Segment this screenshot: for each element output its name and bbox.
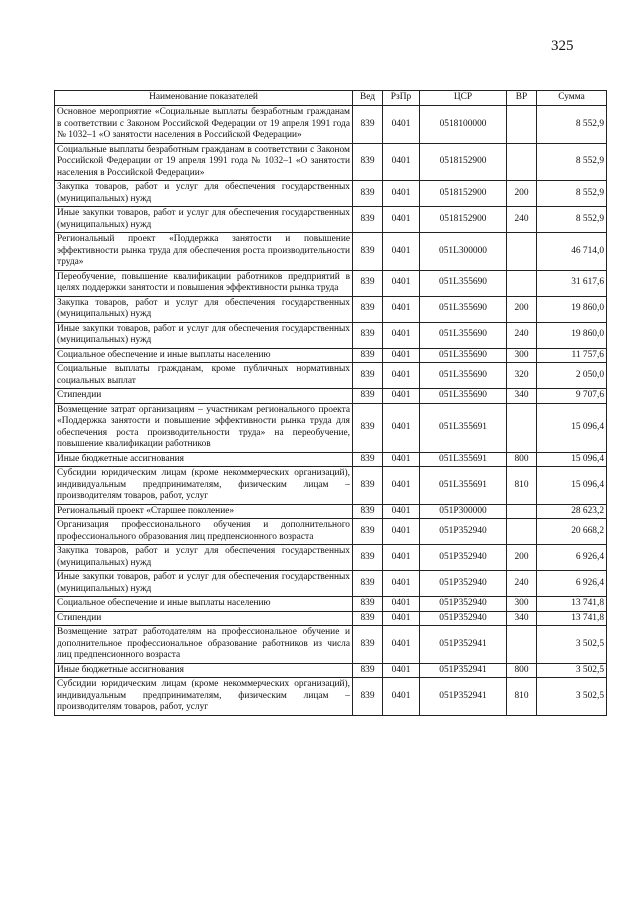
table-row xyxy=(55,270,607,296)
row-name-cell: Иные закупки товаров, работ и услуг для обеспечения государственных (муниципальных) нужд xyxy=(55,322,353,348)
row-csr-cell: 0518152900 xyxy=(420,181,507,207)
row-vr-cell: 240 xyxy=(507,207,537,233)
row-sum-cell: 31 617,6 xyxy=(537,270,607,296)
row-vr-cell xyxy=(507,626,537,664)
row-name-cell: Социальные выплаты гражданам, кроме публичных нормативных социальных выплат xyxy=(55,363,353,389)
row-name-cell: Стипендии xyxy=(55,611,353,626)
row-name-cell: Социальное обеспечение и иные выплаты населению xyxy=(55,348,353,363)
row-name-cell: Закупка товаров, работ и услуг для обеспечения государственных (муниципальных) нужд xyxy=(55,296,353,322)
header-name: Наименование показателей xyxy=(55,91,353,106)
row-sum-cell: 28 623,2 xyxy=(537,504,607,519)
row-rzpr-cell: 0401 xyxy=(383,106,420,144)
row-ved-cell: 839 xyxy=(353,545,383,571)
row-rzpr-cell: 0401 xyxy=(383,270,420,296)
row-sum-cell: 13 741,8 xyxy=(537,597,607,612)
row-name-cell: Иные бюджетные ассигнования xyxy=(55,452,353,467)
table-row xyxy=(55,571,607,597)
row-csr-cell: 051P352941 xyxy=(420,626,507,664)
row-rzpr-cell: 0401 xyxy=(383,233,420,271)
row-csr-cell: 0518152900 xyxy=(420,207,507,233)
row-ved-cell: 839 xyxy=(353,452,383,467)
row-sum-cell: 3 502,5 xyxy=(537,663,607,678)
row-name-cell: Субсидии юридическим лицам (кроме некоммерческих организаций), индивидуальным предпринимателям, физическим лицам – производителям товаров, работ, услуг xyxy=(55,678,353,716)
row-sum-cell: 9 707,6 xyxy=(537,389,607,404)
row-ved-cell: 839 xyxy=(353,663,383,678)
table-row xyxy=(55,296,607,322)
header-rzpr: РзПр xyxy=(383,91,420,106)
row-sum-cell: 19 860,0 xyxy=(537,296,607,322)
row-name-cell: Стипендии xyxy=(55,389,353,404)
row-rzpr-cell: 0401 xyxy=(383,207,420,233)
row-name-cell: Иные закупки товаров, работ и услуг для обеспечения государственных (муниципальных) нужд xyxy=(55,571,353,597)
row-name-cell: Переобучение, повышение квалификации работников предприятий в целях поддержки занятости и повышения эффективности рынка труда xyxy=(55,270,353,296)
header-ved: Вед xyxy=(353,91,383,106)
row-rzpr-cell: 0401 xyxy=(383,403,420,452)
row-sum-cell: 6 926,4 xyxy=(537,571,607,597)
row-ved-cell: 839 xyxy=(353,571,383,597)
row-sum-cell: 15 096,4 xyxy=(537,403,607,452)
row-sum-cell: 3 502,5 xyxy=(537,678,607,716)
row-csr-cell: 051L355691 xyxy=(420,403,507,452)
row-rzpr-cell: 0401 xyxy=(383,296,420,322)
row-rzpr-cell: 0401 xyxy=(383,504,420,519)
row-vr-cell: 200 xyxy=(507,545,537,571)
row-rzpr-cell: 0401 xyxy=(383,678,420,716)
table-row xyxy=(55,626,607,664)
row-name-cell: Субсидии юридическим лицам (кроме некоммерческих организаций), индивидуальным предпринимателям, физическим лицам – производителям товаров, работ, услуг xyxy=(55,467,353,505)
header-vr: ВР xyxy=(507,91,537,106)
row-sum-cell: 15 096,4 xyxy=(537,467,607,505)
row-vr-cell xyxy=(507,519,537,545)
row-vr-cell: 200 xyxy=(507,181,537,207)
row-ved-cell: 839 xyxy=(353,296,383,322)
row-vr-cell: 200 xyxy=(507,296,537,322)
row-ved-cell: 839 xyxy=(353,519,383,545)
row-ved-cell: 839 xyxy=(353,348,383,363)
table-row xyxy=(55,663,607,678)
row-ved-cell: 839 xyxy=(353,504,383,519)
row-sum-cell: 6 926,4 xyxy=(537,545,607,571)
row-rzpr-cell: 0401 xyxy=(383,597,420,612)
table-row xyxy=(55,519,607,545)
table-row xyxy=(55,181,607,207)
row-csr-cell: 051L355690 xyxy=(420,270,507,296)
row-csr-cell: 051L355690 xyxy=(420,389,507,404)
row-sum-cell: 8 552,9 xyxy=(537,106,607,144)
row-name-cell: Закупка товаров, работ и услуг для обеспечения государственных (муниципальных) нужд xyxy=(55,545,353,571)
row-sum-cell: 2 050,0 xyxy=(537,363,607,389)
row-rzpr-cell: 0401 xyxy=(383,519,420,545)
row-csr-cell: 051L355690 xyxy=(420,363,507,389)
row-name-cell: Иные закупки товаров, работ и услуг для обеспечения государственных (муниципальных) нужд xyxy=(55,207,353,233)
row-csr-cell: 051P300000 xyxy=(420,504,507,519)
row-vr-cell: 300 xyxy=(507,597,537,612)
row-csr-cell: 0518100000 xyxy=(420,106,507,144)
header-csr: ЦСР xyxy=(420,91,507,106)
table-row xyxy=(55,452,607,467)
table-row xyxy=(55,504,607,519)
table-row xyxy=(55,363,607,389)
row-sum-cell: 8 552,9 xyxy=(537,143,607,181)
row-csr-cell: 051P352940 xyxy=(420,519,507,545)
row-ved-cell: 839 xyxy=(353,207,383,233)
table-row xyxy=(55,207,607,233)
header-sum: Сумма xyxy=(537,91,607,106)
row-rzpr-cell: 0401 xyxy=(383,363,420,389)
row-name-cell: Закупка товаров, работ и услуг для обеспечения государственных (муниципальных) нужд xyxy=(55,181,353,207)
table-row xyxy=(55,322,607,348)
row-vr-cell xyxy=(507,504,537,519)
table-row xyxy=(55,597,607,612)
row-sum-cell: 46 714,0 xyxy=(537,233,607,271)
row-vr-cell: 240 xyxy=(507,322,537,348)
row-csr-cell: 051L355691 xyxy=(420,467,507,505)
row-rzpr-cell: 0401 xyxy=(383,611,420,626)
row-csr-cell: 051L355690 xyxy=(420,348,507,363)
row-csr-cell: 051L355690 xyxy=(420,296,507,322)
table-row xyxy=(55,611,607,626)
table-row xyxy=(55,143,607,181)
row-csr-cell: 051L355691 xyxy=(420,452,507,467)
row-csr-cell: 051P352940 xyxy=(420,571,507,597)
row-vr-cell: 800 xyxy=(507,452,537,467)
table-row xyxy=(55,348,607,363)
row-vr-cell: 340 xyxy=(507,611,537,626)
row-name-cell: Социальное обеспечение и иные выплаты населению xyxy=(55,597,353,612)
row-csr-cell: 051L300000 xyxy=(420,233,507,271)
row-ved-cell: 839 xyxy=(353,597,383,612)
row-vr-cell xyxy=(507,403,537,452)
table-header-row xyxy=(55,91,607,106)
page-number: 325 xyxy=(551,38,574,54)
row-vr-cell xyxy=(507,106,537,144)
row-ved-cell: 839 xyxy=(353,678,383,716)
row-vr-cell xyxy=(507,270,537,296)
row-csr-cell: 051L355690 xyxy=(420,322,507,348)
row-sum-cell: 8 552,9 xyxy=(537,181,607,207)
row-ved-cell: 839 xyxy=(353,143,383,181)
row-ved-cell: 839 xyxy=(353,403,383,452)
table-row xyxy=(55,233,607,271)
row-vr-cell xyxy=(507,143,537,181)
row-sum-cell: 15 096,4 xyxy=(537,452,607,467)
row-vr-cell xyxy=(507,233,537,271)
row-vr-cell: 810 xyxy=(507,678,537,716)
row-ved-cell: 839 xyxy=(353,389,383,404)
row-csr-cell: 0518152900 xyxy=(420,143,507,181)
row-csr-cell: 051P352940 xyxy=(420,597,507,612)
row-rzpr-cell: 0401 xyxy=(383,571,420,597)
row-ved-cell: 839 xyxy=(353,270,383,296)
row-rzpr-cell: 0401 xyxy=(383,467,420,505)
row-vr-cell: 800 xyxy=(507,663,537,678)
row-rzpr-cell: 0401 xyxy=(383,322,420,348)
row-name-cell: Основное мероприятие «Социальные выплаты безработным гражданам в соответствии с Законом Российской Федерации от 19 апреля 1991 года № 1032–1 «О занятости населения в Российской Федерации» xyxy=(55,106,353,144)
budget-table xyxy=(54,90,607,716)
row-ved-cell: 839 xyxy=(353,611,383,626)
row-rzpr-cell: 0401 xyxy=(383,181,420,207)
row-ved-cell: 839 xyxy=(353,363,383,389)
row-vr-cell: 320 xyxy=(507,363,537,389)
row-sum-cell: 19 860,0 xyxy=(537,322,607,348)
row-vr-cell: 340 xyxy=(507,389,537,404)
row-name-cell: Региональный проект «Старшее поколение» xyxy=(55,504,353,519)
row-rzpr-cell: 0401 xyxy=(383,663,420,678)
row-name-cell: Региональный проект «Поддержка занятости и повышение эффективности рынка труда для обеспечения роста производительности труда» xyxy=(55,233,353,271)
row-name-cell: Иные бюджетные ассигнования xyxy=(55,663,353,678)
row-sum-cell: 13 741,8 xyxy=(537,611,607,626)
row-name-cell: Возмещение затрат организациям – участникам регионального проекта «Поддержка занятости и повышение эффективности рынка труда для обеспечения роста производительности труда» на переобучение, повышение квалификации работников xyxy=(55,403,353,452)
row-sum-cell: 8 552,9 xyxy=(537,207,607,233)
table-row xyxy=(55,106,607,144)
row-ved-cell: 839 xyxy=(353,181,383,207)
row-rzpr-cell: 0401 xyxy=(383,626,420,664)
row-rzpr-cell: 0401 xyxy=(383,389,420,404)
row-name-cell: Возмещение затрат работодателям на профессиональное обучение и дополнительное профессиональное образование работников из числа лиц предпенсионного возраста xyxy=(55,626,353,664)
table-row xyxy=(55,403,607,452)
row-sum-cell: 20 668,2 xyxy=(537,519,607,545)
row-rzpr-cell: 0401 xyxy=(383,545,420,571)
table-row xyxy=(55,467,607,505)
row-csr-cell: 051P352941 xyxy=(420,678,507,716)
row-rzpr-cell: 0401 xyxy=(383,452,420,467)
row-csr-cell: 051P352940 xyxy=(420,611,507,626)
row-vr-cell: 240 xyxy=(507,571,537,597)
row-rzpr-cell: 0401 xyxy=(383,348,420,363)
row-ved-cell: 839 xyxy=(353,467,383,505)
row-ved-cell: 839 xyxy=(353,322,383,348)
row-ved-cell: 839 xyxy=(353,233,383,271)
row-sum-cell: 3 502,5 xyxy=(537,626,607,664)
table-row xyxy=(55,678,607,716)
row-ved-cell: 839 xyxy=(353,626,383,664)
row-name-cell: Социальные выплаты безработным гражданам в соответствии с Законом Российской Федерации от 19 апреля 1991 года № 1032–1 «О занятости населения в Российской Федерации» xyxy=(55,143,353,181)
row-csr-cell: 051P352940 xyxy=(420,545,507,571)
row-sum-cell: 11 757,6 xyxy=(537,348,607,363)
row-rzpr-cell: 0401 xyxy=(383,143,420,181)
table-row xyxy=(55,389,607,404)
row-csr-cell: 051P352941 xyxy=(420,663,507,678)
row-vr-cell: 810 xyxy=(507,467,537,505)
table-row xyxy=(55,545,607,571)
row-name-cell: Организация профессионального обучения и дополнительного профессионального образования лиц предпенсионного возраста xyxy=(55,519,353,545)
row-vr-cell: 300 xyxy=(507,348,537,363)
row-ved-cell: 839 xyxy=(353,106,383,144)
